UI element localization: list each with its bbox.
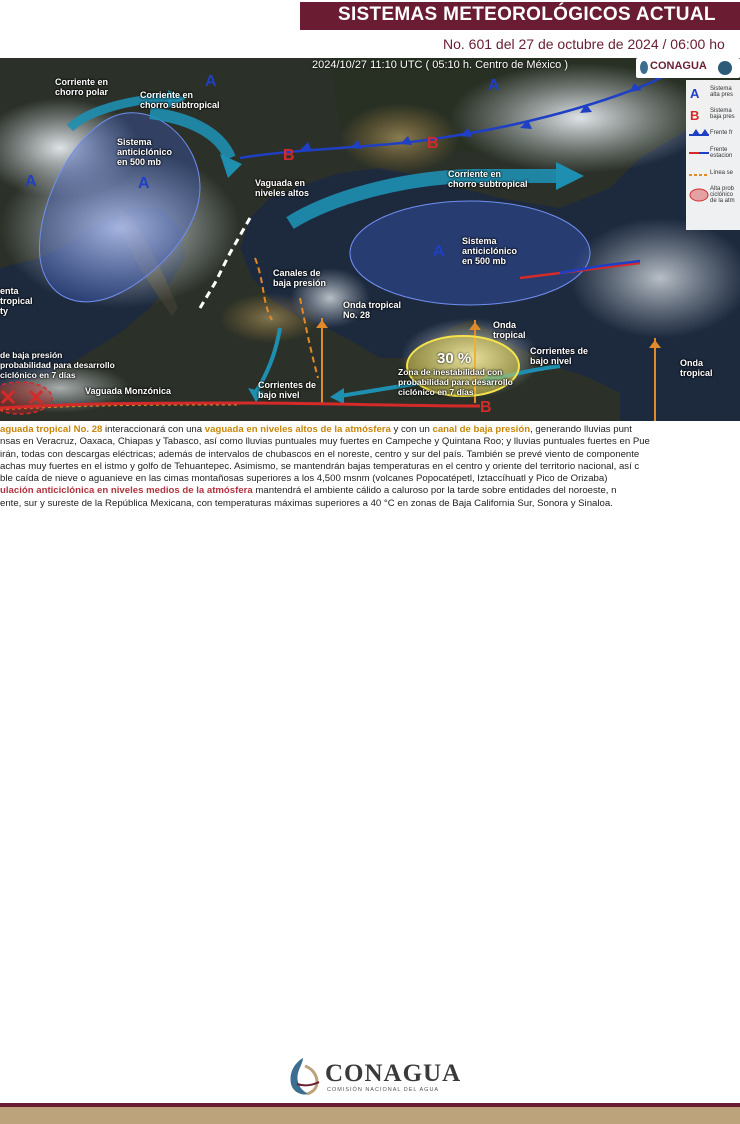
- footer-logo: [285, 1054, 465, 1098]
- forecast-segment: interaccionará con una: [102, 424, 205, 435]
- stationary-front-legend-icon: [689, 148, 709, 158]
- forecast-segment: irán, todas con descargas eléctricas; además de intervalos de chubascos en el noreste, centro y sur del país. También se prevé viento de componente: [0, 448, 640, 460]
- seal-icon: [718, 61, 732, 75]
- label-low-level-currents-south: Corrientes de bajo nivel: [258, 380, 317, 400]
- image-timestamp: 2024/10/27 11:10 UTC ( 05:10 h. Centro de México ): [312, 59, 568, 71]
- map-logo-text: CONAGUA: [650, 60, 707, 72]
- dry-line-legend-icon: [689, 170, 709, 180]
- satellite-map: [0, 58, 740, 421]
- footer-logo-subtitle: COMISIÓN NACIONAL DEL AGUA: [327, 1087, 440, 1093]
- forecast-text: [0, 424, 740, 510]
- forecast-segment: achas muy fuertes en el istmo y golfo de Tehuantepec. Asimismo, se mantendrán bajas temperaturas en el centro y oriente del territorio nacional, así c: [0, 460, 640, 472]
- conagua-drop-icon: [640, 61, 648, 74]
- forecast-segment: aguada tropical No. 28: [0, 424, 103, 435]
- legend-cyclone-probability-text: Alta prob ciclónico de la atm: [710, 186, 735, 204]
- cold-front-legend-icon: [689, 128, 709, 138]
- label-upper-trough: Vaguada en niveles altos: [255, 178, 310, 198]
- legend-low-symbol: B: [690, 108, 700, 123]
- forecast-segment: nsas en Veracruz, Oaxaca, Chiapas y Tabasco, así como lluvias puntuales muy fuertes en Campeche y Quintana Roo; y lluvias puntuales fuertes en Pue: [0, 436, 650, 448]
- high-center-4: A: [138, 175, 150, 192]
- forecast-segment: vaguada en niveles altos de la atmósfera: [204, 424, 391, 435]
- forecast-segment: canal de baja presión: [432, 424, 531, 435]
- label-anticyclone-west: Sistema anticiclónico en 500 mb: [117, 137, 173, 167]
- cyclone-probability-legend-icon: [689, 188, 709, 202]
- page-title: SISTEMAS METEOROLÓGICOS ACTUAL: [338, 4, 716, 25]
- legend-cold-front-text: Frente fr: [710, 130, 733, 136]
- label-polar-jet: Corriente en chorro polar: [55, 77, 109, 97]
- high-center-1: A: [205, 73, 217, 90]
- probability-value: 30 %: [437, 350, 472, 367]
- low-center-3: B: [480, 399, 492, 416]
- legend-high-symbol: A: [690, 86, 700, 101]
- high-center-3: A: [25, 173, 37, 190]
- label-instability-zone: Zona de inestabilidad con probabilidad para desarrollo ciclónico en 7 días: [398, 367, 513, 397]
- forecast-description: [0, 421, 740, 523]
- high-center-2: A: [488, 77, 500, 94]
- label-subtropical-jet-gulf: Corriente en chorro subtropical: [448, 169, 528, 189]
- footer: [0, 524, 740, 1093]
- conagua-emblem-icon: [285, 1056, 323, 1096]
- forecast-segment: y con un: [390, 424, 433, 435]
- label-left-edge: enta tropical ty: [0, 286, 33, 316]
- low-center-1: B: [283, 147, 295, 164]
- label-anticyclone-gulf: Sistema anticiclónico en 500 mb: [462, 236, 518, 266]
- forecast-segment: ente, sur y sureste de la República Mexicana, con temperaturas máximas superiores a 40 °C en zonas de Baja California Sur, Sonora y Sinaloa.: [0, 497, 613, 509]
- label-tropical-wave-far-east: Onda tropical: [680, 358, 713, 378]
- footer-logo-name: CONAGUA: [325, 1060, 462, 1087]
- bulletin-number: No. 601 del 27 de octubre de 2024 / 06:00 ho: [443, 36, 725, 52]
- legend-high-text: Sistema alta pres: [710, 86, 734, 98]
- header: [0, 0, 740, 60]
- label-monsoon-trough: Vaguada Monzónica: [85, 386, 172, 396]
- low-center-2: B: [427, 135, 439, 152]
- label-low-pressure-channels: Canales de baja presión: [273, 268, 327, 288]
- label-low-pressure-zone: de baja presión probabilidad para desarrollo ciclónico en 7 días: [0, 350, 115, 380]
- footer-stripe-gold: [0, 1107, 740, 1124]
- label-subtropical-jet-nw: Corriente en chorro subtropical: [140, 90, 220, 110]
- label-tropical-wave-28: Onda tropical No. 28: [343, 300, 402, 320]
- legend-dry-line-text: Línea se: [710, 170, 734, 176]
- map-legend: [686, 80, 740, 230]
- forecast-segment: , generando lluvias punt: [530, 424, 632, 435]
- legend-low-text: Sistema baja pres: [710, 108, 735, 120]
- high-center-5: A: [433, 243, 445, 260]
- forecast-segment: ble caída de nieve o aguanieve en las cimas montañosas superiores a los 4,500 msnm (volcanes Popocatépetl, Iztaccíhuatl y Pico de Orizaba): [0, 473, 608, 485]
- legend-stationary-front-text: Frente estacion: [710, 147, 733, 159]
- forecast-segment: mantendrá el ambiente cálido a caluroso por la tarde sobre entidades del noroeste, n: [252, 485, 617, 497]
- label-low-level-currents-east: Corrientes de bajo nivel: [530, 346, 589, 366]
- map-logo: [636, 58, 740, 78]
- label-tropical-wave-east: Onda tropical: [493, 320, 526, 340]
- forecast-segment: ulación anticiclónica en niveles medios de la atmósfera: [0, 485, 253, 497]
